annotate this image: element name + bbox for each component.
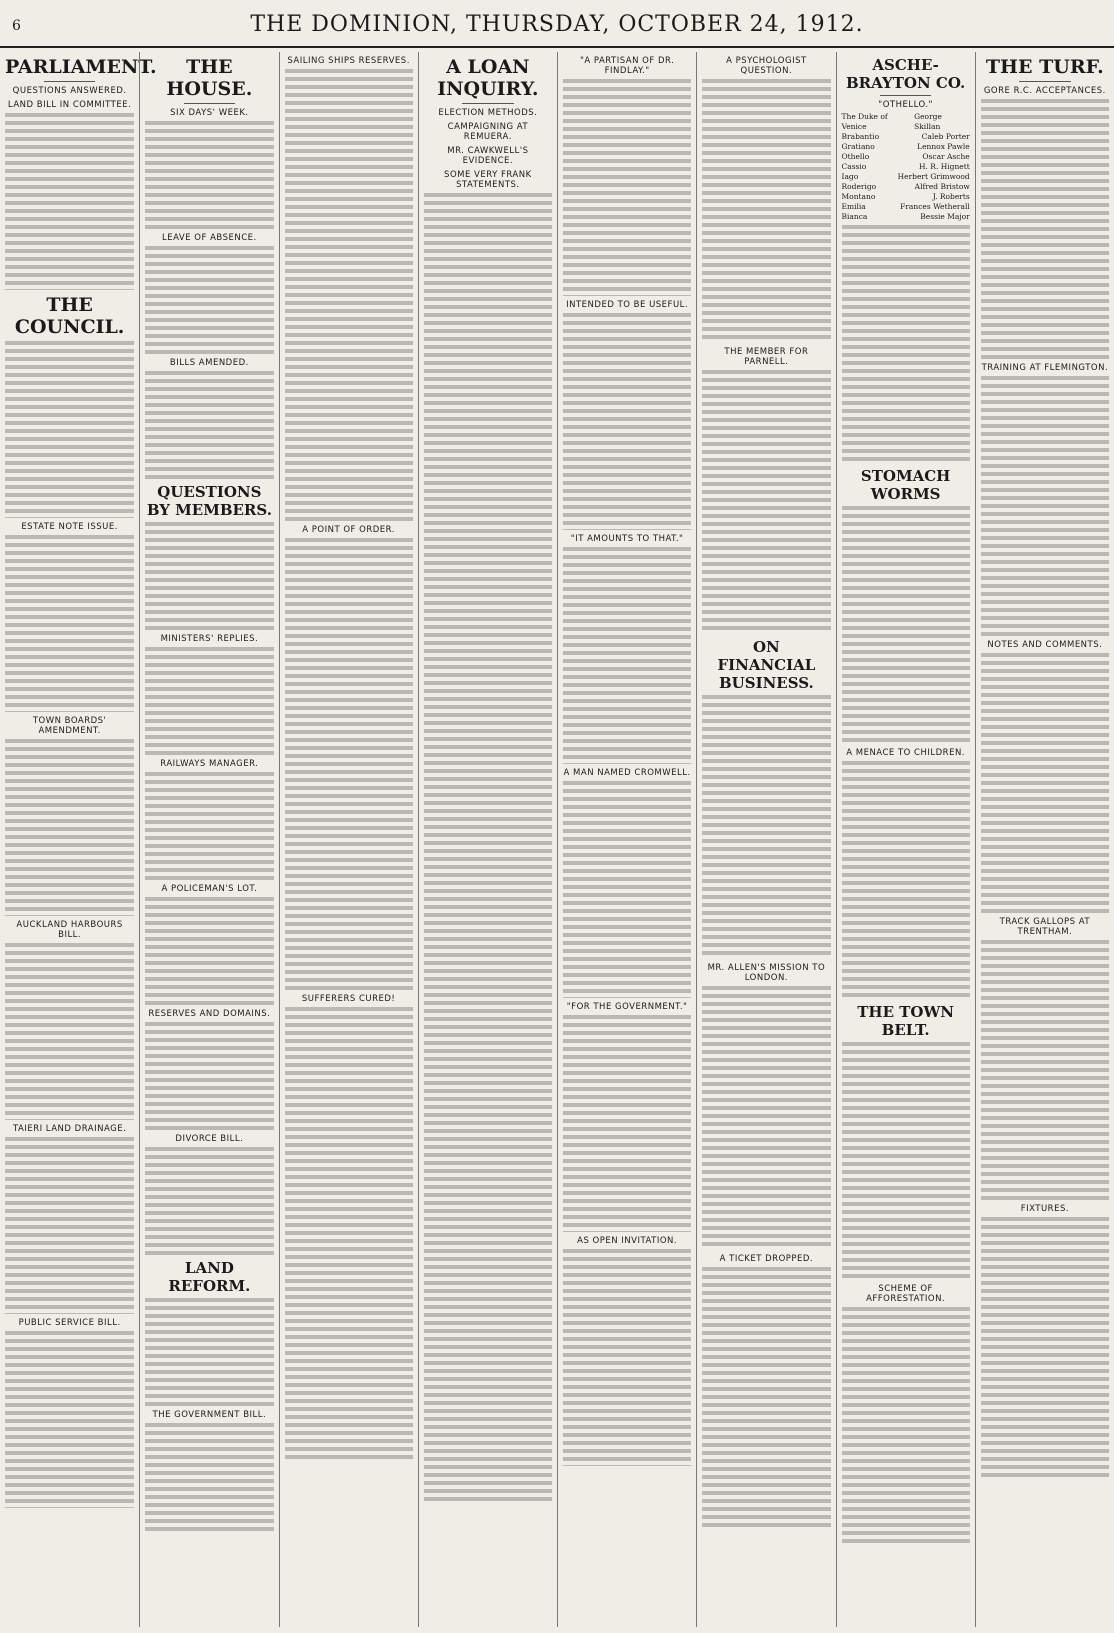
article-heading: "FOR THE GOVERNMENT." <box>566 1002 688 1012</box>
article-heading: ASCHE-BRAYTON CO. <box>845 56 966 92</box>
article-heading: SOME VERY FRANK STATEMENTS. <box>444 170 532 190</box>
article-section <box>5 1318 134 1508</box>
cast-role: Montano <box>841 192 876 201</box>
article-section <box>5 920 134 1120</box>
article-heading: NOTES AND COMMENTS. <box>987 640 1103 650</box>
article-body-text <box>145 1147 273 1255</box>
cast-row <box>842 132 970 142</box>
cast-actor: Caleb Porter <box>921 132 970 141</box>
article-body-text <box>563 79 691 296</box>
heading-rule <box>184 103 235 104</box>
article-body-text <box>285 1007 413 1459</box>
article-heading: ESTATE NOTE ISSUE. <box>21 522 118 532</box>
article-heading: DIVORCE BILL. <box>175 1134 244 1144</box>
article-body-text <box>424 193 552 1505</box>
cast-actor: Herbert Grimwood <box>897 172 970 181</box>
article-heading: MR. ALLEN'S MISSION TO LONDON. <box>707 963 826 983</box>
article-section <box>563 1236 691 1466</box>
article-section <box>563 1002 691 1232</box>
cast-row <box>842 192 970 202</box>
cast-row <box>842 202 970 212</box>
article-body-text <box>145 647 273 755</box>
cast-row <box>842 112 970 132</box>
cast-row <box>842 142 970 152</box>
article-body-text <box>145 1423 273 1531</box>
article-body-text <box>981 99 1109 359</box>
article-section <box>145 1259 273 1406</box>
article-section <box>981 917 1109 1200</box>
cast-role: Gratiano <box>841 142 875 151</box>
article-heading: THE HOUSE. <box>166 56 253 100</box>
article-heading: MR. CAWKWELL'S EVIDENCE. <box>447 146 529 166</box>
newspaper-column <box>139 52 278 1627</box>
newspaper-column <box>975 52 1114 1627</box>
article-body-text <box>702 79 830 343</box>
article-heading: LEAVE OF ABSENCE. <box>162 233 257 243</box>
article-heading: TRACK GALLOPS AT TRENTHAM. <box>999 917 1091 937</box>
article-body-text <box>981 1217 1109 1477</box>
article-heading: ON FINANCIAL BUSINESS. <box>717 638 816 692</box>
article-heading: BILLS AMENDED. <box>169 358 249 368</box>
cast-actor: Lennox Pawle <box>917 142 970 151</box>
cast-actor: Alfred Bristow <box>914 182 970 191</box>
article-heading: RESERVES AND DOMAINS. <box>148 1009 271 1019</box>
article-section <box>981 363 1109 636</box>
cast-role: Cassio <box>841 162 867 171</box>
heading-rule <box>44 81 96 82</box>
cast-row <box>842 162 970 172</box>
article-heading: INTENDED TO BE USEFUL. <box>566 300 689 310</box>
article-heading: THE TURF. <box>985 56 1104 78</box>
article-body-text <box>702 1267 830 1531</box>
article-body-text <box>702 370 830 634</box>
cast-list <box>842 112 970 222</box>
cast-actor: J. Roberts <box>932 192 970 201</box>
article-section <box>842 1284 970 1545</box>
article-body-text <box>5 1331 134 1508</box>
article-heading: "IT AMOUNTS TO THAT." <box>570 534 684 544</box>
cast-actor: Bessie Major <box>920 212 970 221</box>
article-heading: GORE R.C. ACCEPTANCES. <box>983 86 1106 96</box>
article-body-text <box>285 69 413 521</box>
article-heading: A PSYCHOLOGIST QUESTION. <box>726 56 807 76</box>
article-heading: THE MEMBER FOR PARNELL. <box>724 347 809 367</box>
newspaper-column <box>418 52 557 1627</box>
article-heading: QUESTIONS ANSWERED. <box>12 86 127 96</box>
article-section <box>702 1254 830 1531</box>
article-section <box>981 1204 1109 1477</box>
cast-role: Iago <box>841 172 859 181</box>
article-body-text <box>563 1015 691 1232</box>
article-body-text <box>563 781 691 998</box>
article-section <box>981 640 1109 913</box>
cast-row <box>842 212 970 222</box>
article-heading: CAMPAIGNING AT REMUERA. <box>447 122 529 142</box>
cast-row <box>842 152 970 162</box>
cast-role: Brabantio <box>841 132 880 141</box>
article-heading: SUFFERERS CURED! <box>301 994 396 1004</box>
article-heading: A MAN NAMED CROMWELL. <box>563 768 691 778</box>
article-section <box>145 483 273 630</box>
article-section <box>563 768 691 998</box>
article-body-text <box>5 113 134 290</box>
article-body-text <box>145 1298 273 1406</box>
article-heading: PUBLIC SERVICE BILL. <box>18 1318 121 1328</box>
article-heading: A TICKET DROPPED. <box>719 1254 814 1264</box>
article-section <box>145 1009 273 1130</box>
article-heading: SAILING SHIPS RESERVES. <box>287 56 410 66</box>
article-heading: LAND REFORM. <box>168 1259 251 1295</box>
article-section <box>145 634 273 755</box>
article-section <box>702 347 830 634</box>
cast-actor: H. R. Hignett <box>918 162 970 171</box>
masthead <box>0 0 1114 48</box>
article-body-text <box>563 313 691 530</box>
article-heading: SCHEME OF AFFORESTATION. <box>866 1284 946 1304</box>
newspaper-column <box>279 52 418 1627</box>
article-section <box>145 759 273 880</box>
cast-row <box>842 182 970 192</box>
article-body-text <box>981 653 1109 913</box>
cast-role: Roderigo <box>841 182 877 191</box>
article-section <box>285 994 413 1459</box>
article-section <box>702 638 830 959</box>
article-body-text <box>145 246 273 354</box>
article-body-text <box>145 897 273 1005</box>
article-columns <box>0 52 1114 1627</box>
article-body-text <box>702 695 830 959</box>
cast-role: Othello <box>841 152 870 161</box>
article-body-text <box>842 506 970 744</box>
article-heading: "OTHELLO." <box>878 100 933 110</box>
article-body-text <box>842 1042 970 1280</box>
heading-rule <box>880 95 931 96</box>
newspaper-column <box>696 52 835 1627</box>
page-number: 6 <box>12 18 21 34</box>
article-section <box>145 1410 273 1531</box>
article-section <box>145 358 273 479</box>
article-section <box>145 1134 273 1255</box>
newspaper-column <box>836 52 975 1627</box>
article-heading: A LOAN INQUIRY. <box>437 56 539 100</box>
article-body-text <box>145 1022 273 1130</box>
article-body-text <box>145 121 273 229</box>
article-body-text <box>981 940 1109 1200</box>
article-body-text <box>145 772 273 880</box>
article-section <box>145 233 273 354</box>
article-heading: RAILWAYS MANAGER. <box>160 759 259 769</box>
article-body-text <box>5 341 134 518</box>
article-heading: TRAINING AT FLEMINGTON. <box>981 363 1109 373</box>
article-heading: THE COUNCIL. <box>14 294 125 338</box>
cast-role: The Duke of Venice <box>841 112 888 131</box>
article-body-text <box>5 943 134 1120</box>
article-section <box>5 716 134 916</box>
article-heading: THE GOVERNMENT BILL. <box>152 1410 267 1420</box>
article-section <box>5 522 134 712</box>
article-body-text <box>563 1249 691 1466</box>
article-heading: PARLIAMENT. <box>5 56 157 78</box>
article-section <box>5 294 134 518</box>
article-body-text <box>842 1307 970 1545</box>
article-heading: A POLICEMAN'S LOT. <box>161 884 258 894</box>
article-section <box>563 300 691 530</box>
cast-actor: Oscar Asche <box>922 152 970 161</box>
article-heading: A MENACE TO CHILDREN. <box>846 748 966 758</box>
article-body-text <box>981 376 1109 636</box>
cast-row <box>842 172 970 182</box>
article-section <box>842 748 970 999</box>
article-body-text <box>702 986 830 1250</box>
article-body-text <box>5 535 134 712</box>
heading-rule <box>462 103 513 104</box>
article-section <box>842 467 970 744</box>
article-body-text <box>145 371 273 479</box>
article-heading: MINISTERS' REPLIES. <box>160 634 259 644</box>
article-body-text <box>145 522 273 630</box>
newspaper-title: THE DOMINION, THURSDAY, OCTOBER 24, 1912. <box>250 12 864 37</box>
article-heading: TAIERI LAND DRAINAGE. <box>12 1124 127 1134</box>
article-heading: SIX DAYS' WEEK. <box>170 108 249 118</box>
heading-rule <box>1019 81 1070 82</box>
article-heading: AS OPEN INVITATION. <box>577 1236 678 1246</box>
article-heading: LAND BILL IN COMMITTEE. <box>7 100 132 110</box>
cast-role: Bianca <box>841 212 868 221</box>
article-section <box>5 1124 134 1314</box>
article-heading: ELECTION METHODS. <box>438 108 538 118</box>
article-section <box>842 1003 970 1280</box>
article-heading: A POINT OF ORDER. <box>302 525 395 535</box>
article-section <box>145 884 273 1005</box>
article-body-text <box>842 761 970 999</box>
article-section <box>285 525 413 990</box>
article-heading: THE TOWN BELT. <box>857 1003 955 1039</box>
article-body-text <box>5 739 134 916</box>
article-section <box>702 963 830 1250</box>
newspaper-column <box>557 52 696 1627</box>
article-body-text <box>285 538 413 990</box>
article-heading: "A PARTISAN OF DR. FINDLAY." <box>579 56 675 76</box>
article-heading: AUCKLAND HARBOURS BILL. <box>16 920 123 940</box>
cast-actor: Frances Wetherall <box>900 202 970 211</box>
article-heading: TOWN BOARDS' AMENDMENT. <box>32 716 107 736</box>
article-section <box>563 534 691 764</box>
article-heading: FIXTURES. <box>1020 1204 1070 1214</box>
article-heading: QUESTIONS BY MEMBERS. <box>146 483 272 519</box>
article-heading: STOMACH WORMS <box>860 467 951 503</box>
newspaper-column <box>0 52 157 1627</box>
cast-role: Emilia <box>841 202 866 211</box>
article-body-text <box>842 225 970 463</box>
article-body-text <box>5 1137 134 1314</box>
cast-actor: George Skillan <box>914 112 942 131</box>
article-body-text <box>563 547 691 764</box>
